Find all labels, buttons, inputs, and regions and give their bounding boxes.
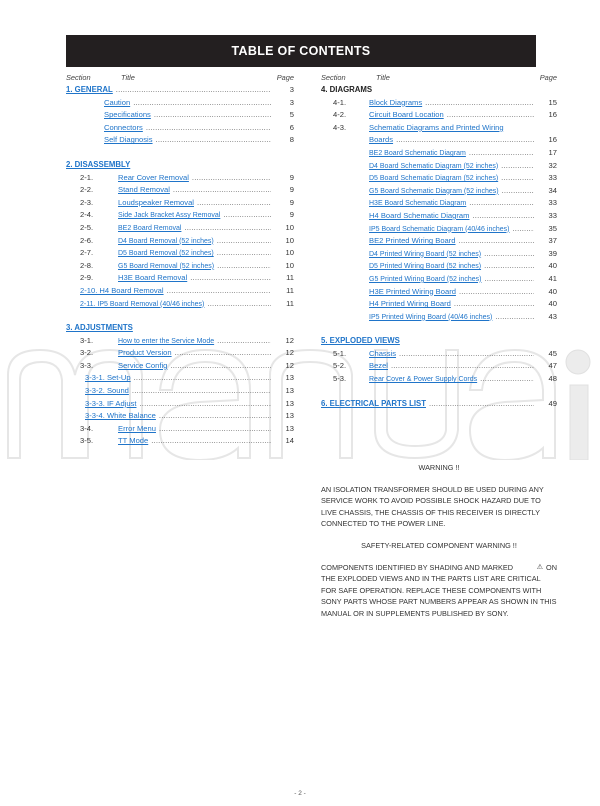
leader-dots bbox=[223, 209, 271, 222]
toc-entry[interactable] bbox=[66, 335, 294, 348]
page-number: 41 bbox=[548, 273, 557, 283]
column-header bbox=[321, 70, 557, 84]
entry-link[interactable]: Caution bbox=[104, 97, 131, 107]
leader-dots bbox=[170, 360, 271, 373]
header-section: Section bbox=[321, 72, 346, 82]
toc-entry[interactable] bbox=[321, 147, 557, 160]
leader-dots bbox=[217, 247, 271, 260]
page-number: 9 bbox=[289, 172, 294, 182]
page-number: 3 bbox=[289, 85, 294, 94]
page-number: 33 bbox=[548, 173, 557, 183]
header-page: Page bbox=[539, 72, 557, 82]
entry-link[interactable]: 3-3-2. Sound bbox=[85, 386, 129, 396]
leader-dots bbox=[502, 185, 534, 198]
toc-entry[interactable] bbox=[321, 185, 557, 198]
entry-number: 3-5. bbox=[80, 436, 94, 446]
toc-entry[interactable] bbox=[321, 172, 557, 185]
toc-entry[interactable] bbox=[66, 109, 294, 122]
toc-entry[interactable] bbox=[321, 373, 557, 386]
entry-link[interactable]: 2-11. IP5 Board Removal (40/46 inches) bbox=[80, 300, 205, 308]
entry-link[interactable]: H3E Board Removal bbox=[118, 273, 188, 283]
toc-entry[interactable] bbox=[321, 197, 557, 210]
page-number: 13 bbox=[285, 398, 294, 408]
toc-entry[interactable] bbox=[66, 285, 294, 298]
entry-number: 5-3. bbox=[333, 374, 347, 384]
leader-dots bbox=[116, 84, 271, 97]
toc-section-disassembly[interactable] bbox=[66, 159, 294, 172]
page-number: 10 bbox=[285, 222, 294, 232]
page-number: 40 bbox=[548, 286, 557, 296]
page-number: 13 bbox=[285, 411, 294, 421]
toc-entry[interactable] bbox=[66, 435, 294, 448]
entry-link[interactable]: BE2 Board Schematic Diagram bbox=[369, 149, 466, 157]
entry-number: 2-7. bbox=[80, 248, 94, 258]
page-number: 12 bbox=[285, 360, 294, 370]
page-title: TABLE OF CONTENTS bbox=[231, 44, 371, 58]
header-title: Title bbox=[121, 72, 135, 82]
page-number: 17 bbox=[548, 147, 557, 157]
entry-number: 5-1. bbox=[333, 348, 347, 358]
toc-entry[interactable] bbox=[321, 160, 557, 173]
leader-dots bbox=[447, 109, 534, 122]
leader-dots bbox=[134, 372, 271, 385]
safety-text-2: ON bbox=[546, 562, 557, 572]
leader-dots bbox=[429, 398, 534, 411]
leader-dots bbox=[454, 298, 534, 311]
entry-link[interactable]: 3-3-3. IF Adjust bbox=[85, 398, 137, 408]
entry-link[interactable]: Block Diagrams bbox=[369, 97, 423, 107]
toc-entry[interactable] bbox=[321, 235, 557, 248]
entry-number: 4-3. bbox=[333, 122, 347, 132]
page-number: 16 bbox=[548, 135, 557, 145]
toc-section-exploded-views[interactable] bbox=[321, 335, 557, 348]
leader-dots bbox=[425, 97, 534, 110]
leader-dots bbox=[133, 97, 271, 110]
warning-triangle-icon: ⚠ bbox=[536, 563, 544, 571]
page-number: 40 bbox=[548, 299, 557, 309]
page-number: 32 bbox=[548, 160, 557, 170]
toc-section-electrical-parts-list[interactable] bbox=[321, 398, 557, 411]
toc-entry[interactable] bbox=[66, 398, 294, 411]
leader-dots bbox=[501, 160, 534, 173]
entry-link[interactable]: D4 Board Schematic Diagram (52 inches) bbox=[369, 162, 499, 170]
page-number: 34 bbox=[548, 185, 557, 195]
toc-left-column bbox=[66, 70, 294, 448]
page-number: 45 bbox=[548, 348, 557, 358]
header-page: Page bbox=[276, 72, 294, 82]
leader-dots bbox=[190, 272, 271, 285]
entry-number: 5-2. bbox=[333, 361, 347, 371]
leader-dots bbox=[140, 398, 272, 411]
toc-right-column bbox=[321, 70, 557, 410]
page-number: 13 bbox=[285, 423, 294, 433]
leader-dots bbox=[167, 285, 271, 298]
leader-dots bbox=[399, 348, 534, 361]
entry-link[interactable]: Service Config bbox=[118, 360, 168, 370]
leader-dots bbox=[146, 122, 271, 135]
page-number: 16 bbox=[548, 110, 557, 120]
toc-entry[interactable] bbox=[321, 97, 557, 110]
page-number: 14 bbox=[285, 436, 294, 446]
page-number: 47 bbox=[548, 361, 557, 371]
entry-link[interactable]: H4 Board Schematic Diagram bbox=[369, 210, 470, 220]
entry-link[interactable]: BE2 Printed Wiring Board bbox=[369, 236, 456, 246]
toc-entry[interactable] bbox=[321, 134, 557, 147]
entry-link[interactable]: Specifications bbox=[104, 110, 151, 120]
entry-number: 2-3. bbox=[80, 197, 94, 207]
entry-link[interactable]: How to enter the Service Mode bbox=[118, 337, 215, 345]
page-number: 13 bbox=[285, 386, 294, 396]
toc-entry[interactable] bbox=[321, 298, 557, 311]
toc-entry[interactable] bbox=[66, 197, 294, 210]
toc-entry[interactable] bbox=[66, 235, 294, 248]
isolation-warning bbox=[321, 462, 557, 530]
entry-link[interactable]: Stand Removal bbox=[118, 185, 170, 195]
entry-link[interactable]: G5 Board Removal (52 inches) bbox=[118, 262, 215, 270]
leader-dots bbox=[175, 347, 271, 360]
entry-link[interactable]: D5 Board Removal (52 inches) bbox=[118, 250, 214, 258]
toc-entry[interactable] bbox=[321, 260, 557, 273]
leader-dots bbox=[484, 273, 534, 286]
entry-link[interactable]: H4 Printed Wiring Board bbox=[369, 299, 451, 309]
section-link[interactable]: 6. ELECTRICAL PARTS LIST bbox=[321, 398, 426, 408]
entry-link[interactable]: Loudspeaker Removal bbox=[118, 197, 194, 207]
entry-link[interactable]: G5 Printed Wiring Board (52 inches) bbox=[369, 275, 482, 283]
entry-link[interactable]: Circuit Board Location bbox=[369, 110, 444, 120]
toc-entry[interactable] bbox=[66, 247, 294, 260]
page-number: 15 bbox=[548, 97, 557, 107]
entry-number: 2-9. bbox=[80, 273, 94, 283]
toc-entry[interactable] bbox=[66, 385, 294, 398]
toc-entry[interactable] bbox=[66, 260, 294, 273]
toc-title-bar bbox=[66, 35, 536, 67]
leader-dots bbox=[469, 197, 534, 210]
entry-link[interactable]: H3E Board Schematic Diagram bbox=[369, 200, 467, 208]
entry-link[interactable]: BE2 Board Removal bbox=[118, 224, 182, 232]
page-number: 12 bbox=[285, 335, 294, 345]
toc-entry[interactable] bbox=[66, 222, 294, 235]
entry-link[interactable]: H3E Printed Wiring Board bbox=[369, 286, 456, 296]
entry-number: 3-2. bbox=[80, 348, 94, 358]
leader-dots bbox=[159, 423, 271, 436]
toc-entry[interactable] bbox=[321, 311, 557, 324]
toc-entry[interactable] bbox=[66, 410, 294, 423]
page-number: 33 bbox=[548, 198, 557, 208]
entry-number: 2-6. bbox=[80, 235, 94, 245]
leader-dots bbox=[197, 197, 271, 210]
column-header bbox=[66, 70, 294, 84]
leader-dots bbox=[151, 435, 271, 448]
leader-dots bbox=[480, 373, 534, 386]
safety-warning-title: SAFETY-RELATED COMPONENT WARNING !! bbox=[361, 541, 517, 550]
page-number: 37 bbox=[548, 236, 557, 246]
leader-dots bbox=[154, 109, 271, 122]
entry-link[interactable]: Boards bbox=[369, 135, 394, 145]
page-number: 43 bbox=[548, 311, 557, 321]
entry-link[interactable]: TT Mode bbox=[118, 436, 149, 446]
entry-number: 3-4. bbox=[80, 423, 94, 433]
leader-dots bbox=[184, 222, 271, 235]
leader-dots bbox=[501, 172, 534, 185]
entry-link[interactable]: 3-3-1. Set-Up bbox=[85, 373, 131, 383]
leader-dots bbox=[459, 286, 534, 299]
entry-link[interactable]: Rear Cover Removal bbox=[118, 172, 189, 182]
page-number: 40 bbox=[548, 261, 557, 271]
toc-entry[interactable] bbox=[321, 223, 557, 236]
leader-dots bbox=[217, 260, 271, 273]
entry-link[interactable]: Bezel bbox=[369, 361, 388, 371]
entry-link[interactable]: Side Jack Bracket Assy Removal bbox=[118, 212, 221, 220]
entry-link[interactable]: Schematic Diagrams and Printed Wiring bbox=[369, 122, 504, 132]
toc-section-diagrams bbox=[321, 84, 557, 97]
leader-dots bbox=[484, 260, 534, 273]
page-number: 33 bbox=[548, 210, 557, 220]
toc-section-general[interactable] bbox=[66, 84, 294, 97]
leader-dots bbox=[207, 298, 271, 311]
leader-dots bbox=[391, 360, 534, 373]
page-number: 10 bbox=[285, 248, 294, 258]
leader-dots bbox=[459, 235, 534, 248]
entry-link[interactable]: 2-10. H4 Board Removal bbox=[80, 285, 164, 295]
entry-number: 2-5. bbox=[80, 222, 94, 232]
section-link[interactable]: 3. ADJUSTMENTS bbox=[66, 323, 133, 333]
toc-entry[interactable] bbox=[66, 97, 294, 110]
safety-text-1: COMPONENTS IDENTIFIED BY SHADING AND MARKED bbox=[321, 562, 514, 572]
leader-dots bbox=[484, 248, 534, 261]
entry-number: 3-1. bbox=[80, 335, 94, 345]
section-link[interactable]: 5. EXPLODED VIEWS bbox=[321, 336, 400, 346]
page-number: 10 bbox=[285, 235, 294, 245]
entry-link[interactable]: D4 Board Removal (52 inches) bbox=[118, 237, 214, 245]
entry-link[interactable]: Chassis bbox=[369, 348, 397, 358]
page-number: 13 bbox=[285, 373, 294, 383]
leader-dots bbox=[156, 134, 271, 147]
leader-dots bbox=[472, 210, 534, 223]
page-number: 11 bbox=[286, 285, 294, 295]
entry-link[interactable]: IP5 Printed Wiring Board (40/46 inches) bbox=[369, 313, 493, 321]
section-link[interactable]: 1. GENERAL bbox=[66, 85, 113, 94]
toc-entry[interactable] bbox=[321, 348, 557, 361]
entry-number: 4-1. bbox=[333, 97, 347, 107]
page-number: 11 bbox=[286, 298, 294, 308]
entry-number: 3-3. bbox=[80, 360, 94, 370]
leader-dots bbox=[512, 223, 534, 236]
entry-number: 2-4. bbox=[80, 210, 94, 220]
leader-dots bbox=[132, 385, 271, 398]
leader-dots bbox=[469, 147, 534, 160]
page-number: 12 bbox=[285, 348, 294, 358]
page-number: 9 bbox=[289, 210, 294, 220]
toc-entry[interactable] bbox=[66, 184, 294, 197]
toc-entry[interactable] bbox=[66, 298, 294, 311]
warning-text: AN ISOLATION TRANSFORMER SHOULD BE USED DURING ANY SERVICE WORK TO AVOID POSSIBLE SHOCK HAZARD DUE TO LIVE CHASSIS, THE CHASSIS OF THIS RECEIVER IS DIRECTLY CONNECTED TO THE POWER LINE. bbox=[321, 484, 544, 529]
toc-entry[interactable] bbox=[66, 209, 294, 222]
entry-link[interactable]: D4 Printed Wiring Board (52 inches) bbox=[369, 250, 482, 258]
toc-entry[interactable] bbox=[66, 372, 294, 385]
leader-dots bbox=[159, 410, 271, 423]
header-title: Title bbox=[376, 72, 390, 82]
page-number: 3 bbox=[289, 97, 294, 107]
page-number: 6 bbox=[289, 122, 294, 132]
page-number-footer: - 2 - bbox=[294, 790, 306, 797]
toc-entry[interactable] bbox=[66, 272, 294, 285]
entry-link[interactable]: Connectors bbox=[104, 122, 143, 132]
toc-entry[interactable] bbox=[321, 122, 557, 135]
leader-dots bbox=[173, 184, 271, 197]
entry-number: 2-2. bbox=[80, 185, 94, 195]
entry-link[interactable]: 3-3-4. White Balance bbox=[85, 411, 156, 421]
toc-section-adjustments[interactable] bbox=[66, 322, 294, 335]
leader-dots bbox=[217, 235, 271, 248]
safety-text-3: THE EXPLODED VIEWS AND IN THE PARTS LIST ARE CRITICAL FOR SAFE OPERATION. REPLACE THESE COMPONENTS WITH SONY PARTS WHOSE PART NUMBERS APPEAR AS SHOWN IN THIS MANUAL OR IN SUPPLEMENTS PUBLISHED BY SONY. bbox=[321, 574, 557, 618]
section-link[interactable]: 2. DISASSEMBLY bbox=[66, 159, 131, 169]
entry-link[interactable]: D5 Printed Wiring Board (52 inches) bbox=[369, 263, 482, 271]
safety-warning bbox=[321, 540, 557, 620]
toc-entry[interactable] bbox=[321, 109, 557, 122]
page-number: 5 bbox=[289, 110, 294, 120]
page-number: 49 bbox=[548, 398, 557, 408]
warning-title: WARNING !! bbox=[418, 463, 460, 472]
entry-link[interactable]: IP5 Board Schematic Diagram (40/46 inches) bbox=[369, 225, 510, 233]
toc-entry[interactable] bbox=[66, 360, 294, 373]
page-number: 39 bbox=[548, 248, 557, 258]
header-section: Section bbox=[66, 72, 91, 82]
toc-entry[interactable] bbox=[66, 134, 294, 147]
entry-link[interactable]: Rear Cover & Power Supply Cords bbox=[369, 376, 478, 384]
entry-link[interactable]: Error Menu bbox=[118, 423, 156, 433]
leader-dots bbox=[396, 134, 534, 147]
page-number: 11 bbox=[286, 273, 294, 283]
toc-entry[interactable] bbox=[321, 248, 557, 261]
toc-entry[interactable] bbox=[66, 347, 294, 360]
leader-dots bbox=[217, 335, 271, 348]
entry-link[interactable]: D5 Board Schematic Diagram (52 inches) bbox=[369, 175, 499, 183]
toc-entry[interactable] bbox=[66, 122, 294, 135]
toc-entry[interactable] bbox=[321, 360, 557, 373]
leader-dots bbox=[495, 311, 534, 324]
page-number: 35 bbox=[548, 223, 557, 233]
toc-entry[interactable] bbox=[321, 286, 557, 299]
page-number: 9 bbox=[289, 185, 294, 195]
entry-link[interactable]: G5 Board Schematic Diagram (52 inches) bbox=[369, 187, 499, 195]
page-number: 9 bbox=[289, 197, 294, 207]
page-number: 10 bbox=[285, 260, 294, 270]
entry-number: 4-2. bbox=[333, 110, 347, 120]
toc-entry[interactable] bbox=[66, 423, 294, 436]
page-number: 48 bbox=[548, 374, 557, 384]
entry-number: 2-8. bbox=[80, 260, 94, 270]
leader-dots bbox=[192, 172, 271, 185]
entry-link[interactable]: Self Diagnosis bbox=[104, 135, 153, 145]
toc-entry[interactable] bbox=[66, 172, 294, 185]
toc-entry[interactable] bbox=[321, 210, 557, 223]
section-heading: 4. DIAGRAMS bbox=[321, 85, 373, 94]
toc-entry[interactable] bbox=[321, 273, 557, 286]
entry-number: 2-1. bbox=[80, 172, 94, 182]
entry-link[interactable]: Product Version bbox=[118, 348, 172, 358]
page-number: 8 bbox=[289, 135, 294, 145]
